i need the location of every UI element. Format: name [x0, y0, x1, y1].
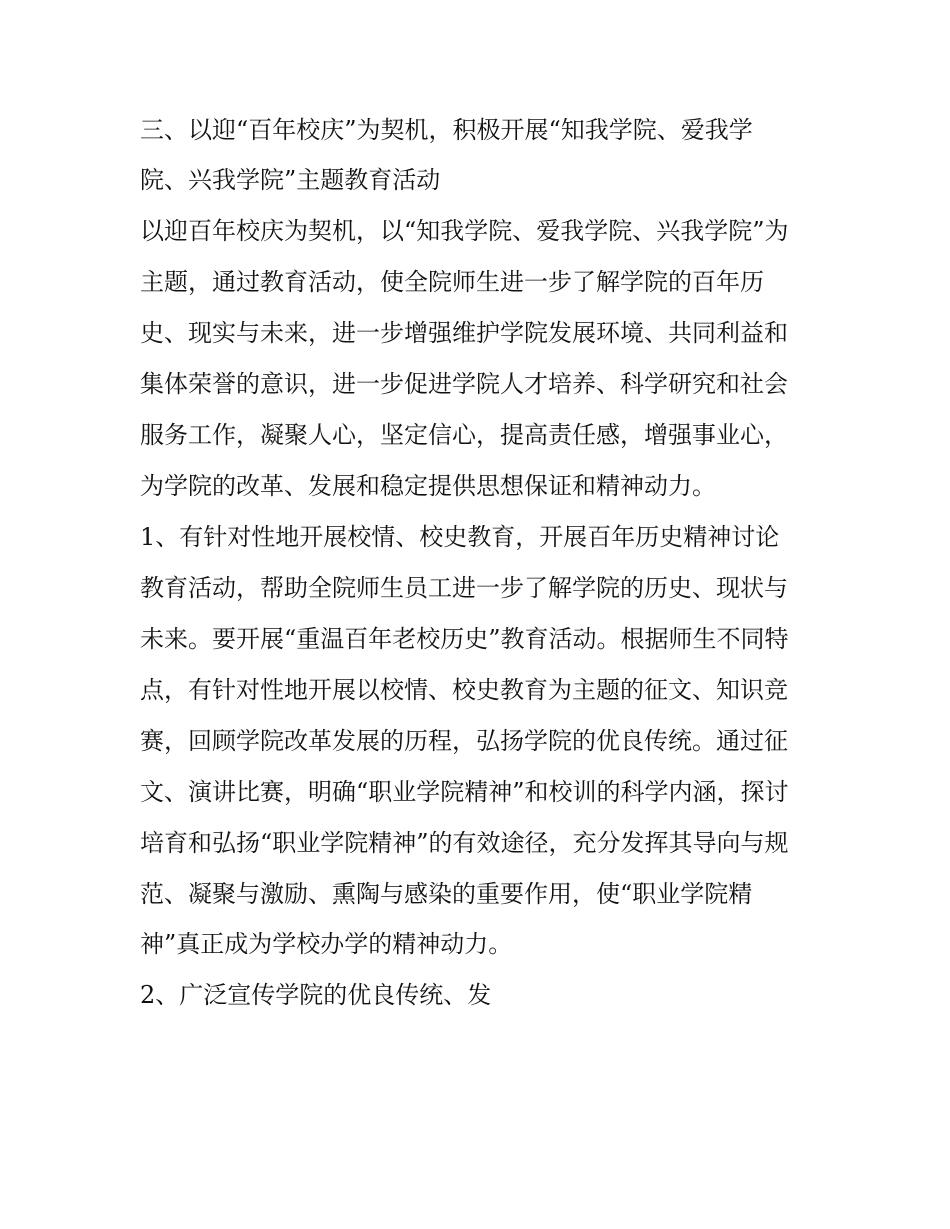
item-1-line-3: 未来。要开展“重温百年老校历史”教育活动。根据师生不同特: [140, 625, 789, 653]
item-2-line-1: 2、广泛宣传学院的优良传统、发: [140, 981, 492, 1009]
intro-paragraph-line-5: 服务工作，凝聚人心，坚定信心，提高责任感，增强事业心，: [140, 421, 788, 449]
intro-paragraph-line-4: 集体荣誉的意识，进一步促进学院人才培养、科学研究和社会: [140, 370, 788, 398]
item-1-line-4: 点，有针对性地开展以校情、校史教育为主题的征文、知识竞: [140, 676, 788, 704]
intro-paragraph-line-2: 主题，通过教育活动，使全院师生进一步了解学院的百年历: [140, 268, 764, 296]
item-1-line-5: 赛，回顾学院改革发展的历程，弘扬学院的优良传统。通过征: [140, 727, 788, 755]
item-1-line-6: 文、演讲比赛，明确“职业学院精神”和校训的科学内涵，探讨: [140, 778, 789, 806]
intro-paragraph-line-1: 以迎百年校庆为契机，以“知我学院、爱我学院、兴我学院”为: [140, 217, 789, 245]
item-1-line-7: 培育和弘扬“职业学院精神”的有效途径，充分发挥其导向与规: [140, 829, 789, 857]
item-1-line-8: 范、凝聚与激励、熏陶与感染的重要作用，使“职业学院精: [140, 880, 753, 908]
section-heading-line-1: 三、以迎“百年校庆”为契机，积极开展“知我学院、爱我学: [140, 116, 753, 144]
item-1-line-2: 教育活动，帮助全院师生员工进一步了解学院的历史、现状与: [140, 574, 788, 602]
item-1-line-1: 1、有针对性地开展校情、校史教育，开展百年历史精神讨论: [140, 523, 780, 551]
intro-paragraph-line-3: 史、现实与未来，进一步增强维护学院发展环境、共同利益和: [140, 319, 788, 347]
item-1-line-9: 神”真正成为学校办学的精神动力。: [140, 930, 513, 958]
intro-paragraph-line-6: 为学院的改革、发展和稳定提供思想保证和精神动力。: [140, 472, 716, 500]
section-heading-line-2: 院、兴我学院”主题教育活动: [140, 166, 441, 194]
